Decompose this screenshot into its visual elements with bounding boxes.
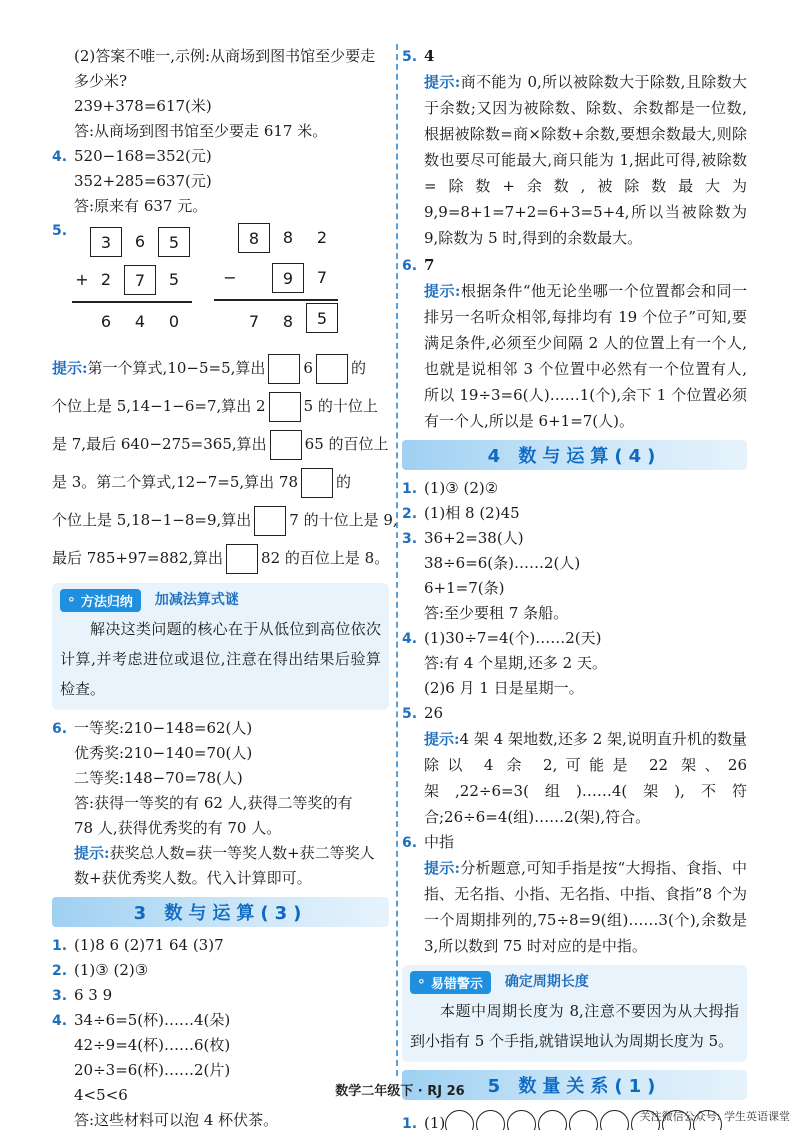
answer-circle: [600, 1110, 629, 1130]
answer-circle: [538, 1110, 567, 1130]
text-line: (1)30÷7=4(个)……2(天): [424, 629, 602, 647]
warning-text: 本题中周期长度为 8,注意不要因为从大拇指到小指有 5 个手指,就错误地认为周期长度为 5。: [410, 1002, 739, 1050]
hint-text: 4 架 4 架地数,还多 2 架,说明直升机的数量除以 4 余 2,可能是 22 架、26 架,22÷6=3(组)……4(架),不符合;26÷6=4(组)……2(架),符合。: [424, 730, 747, 826]
hint-text: 获奖总人数=获一等奖人数+获二等奖人数+获优秀奖人数。代入计算即可。: [74, 844, 375, 887]
filled-box-digit: 9: [272, 263, 304, 293]
answer: 4: [424, 47, 435, 65]
q5-hint: [52, 349, 398, 577]
text-line: 答:有 4 个星期,还多 2 天。: [424, 654, 607, 672]
section-title: 5 数量关系(1): [487, 1076, 662, 1097]
hint-text: 分析题意,可知手指是按“大拇指、食指、中指、无名指、小指、无名指、中指、食指”8 个为一个周期排列的,75÷8=9(组)……3(个),余数是 3,所以数到 75 时对应的是中指。: [424, 859, 747, 955]
question-number: 2.: [402, 506, 418, 522]
left-column: [52, 44, 398, 1130]
hint-text: 82 的百位上是 8。: [261, 549, 390, 567]
text-line: 42÷9=4(杯)……6(枚): [74, 1036, 231, 1054]
text-line: (2)6 月 1 日是星期一。: [424, 679, 584, 697]
text-line: (2)答案不唯一,示例:从商场到图书馆至少要走: [74, 47, 376, 65]
hint-text: 第一个算式,10−5=5,算出: [87, 359, 266, 377]
blank-box: [268, 354, 300, 384]
digit: 6: [100, 312, 112, 331]
text-line: 520−168=352(元): [74, 147, 212, 165]
text-line: 答:获得一等奖的有 62 人,获得二等奖的有: [74, 794, 353, 812]
question-number: 6.: [402, 258, 418, 274]
hint-text: 是 7,最后 640−275=365,算出: [52, 435, 267, 453]
hint-text: 的: [336, 473, 352, 491]
hint-label: 提示:: [424, 730, 460, 748]
text-line: (1)8 6 (2)71 64 (3)7: [74, 936, 224, 954]
calculation-puzzles: [52, 219, 389, 339]
section-title: 4 数与运算(4): [487, 446, 662, 467]
answer-circle: [507, 1110, 536, 1130]
method-tag: [60, 589, 141, 612]
q4: [52, 144, 389, 219]
watermark: [640, 1108, 790, 1124]
blank-box: [301, 468, 333, 498]
text-line: 34÷6=5(杯)……4(朵): [74, 1011, 231, 1029]
page-footer: [0, 1080, 800, 1099]
digit: 8: [282, 312, 294, 331]
sum-line: [72, 301, 192, 303]
filled-box-digit: 5: [306, 303, 338, 333]
blank-box: [316, 354, 348, 384]
hint-text: 的: [350, 359, 366, 377]
right-column: [402, 44, 747, 1130]
q5: [52, 219, 398, 577]
answer-circle: [569, 1110, 598, 1130]
digit: 0: [168, 312, 180, 331]
text-line: 多少米?: [74, 72, 128, 90]
hint-text: 7 的十位上是 9,: [289, 511, 398, 529]
digit: 7: [316, 268, 328, 287]
answer: 7: [424, 256, 435, 274]
q6-right: [402, 253, 747, 434]
answer: 中指: [424, 833, 455, 851]
digit: 5: [168, 270, 180, 289]
method-title: 加减法算式谜: [154, 592, 239, 608]
question-number: 1.: [402, 481, 418, 497]
text-line: 一等奖:210−148=62(人): [74, 719, 253, 737]
question-number: 2.: [52, 963, 68, 979]
section-banner-3: [52, 897, 389, 927]
hint-label: 提示:: [424, 859, 460, 877]
answer-circle: [476, 1110, 505, 1130]
q3-part2: [52, 44, 389, 144]
warning-box: [402, 965, 747, 1062]
hint-label: 提示:: [52, 359, 88, 377]
tag-label: 方法归纳: [80, 595, 133, 610]
text-line: 78 人,获得优秀奖的有 70 人。: [74, 819, 282, 837]
answer-circle: [445, 1110, 474, 1130]
filled-box-digit: 7: [124, 265, 156, 295]
digit: 6: [134, 232, 146, 251]
question-number: 1.: [52, 938, 68, 954]
question-number: 4.: [52, 1013, 68, 1029]
text-line: 36+2=38(人): [424, 529, 524, 547]
question-number: 3.: [402, 531, 418, 547]
hint-text: 商不能为 0,所以被除数大于除数,且除数大于余数;又因为被除数、除数、余数都是一位数,根据被除数=商×除数+余数,要想余数最大,则除数也要尽可能最大,商只能为 1,据此可得,被除数=除数+余数,被除数最大为 9,9=8+1=7+2=6+3=5+4,所以当被除数为 9,除数为 5 时,得到的余数最大。: [424, 73, 747, 247]
hint-label: 提示:: [424, 73, 461, 91]
column-divider: [396, 44, 398, 1076]
question-number: 6.: [402, 835, 418, 851]
text-line: (1)③ (2)③: [74, 961, 149, 979]
tag-label: 易错警示: [430, 977, 483, 992]
method-summary-box: [52, 583, 389, 710]
lightbulb-icon: ⚬: [66, 593, 77, 608]
text-line: 答:至少要租 7 条船。: [424, 604, 569, 622]
hint-label: 提示:: [424, 282, 461, 300]
filled-box-digit: 3: [90, 227, 122, 257]
text-line: 答:从商场到图书馆至少要走 617 米。: [74, 122, 328, 140]
hint-text: 根据条件“他无论坐哪一个位置都会和同一排另一名听众相邻,每排均有 19 个位子”可知,要满足条件,必须至少间隔 2 人的位置上有一个人,也就是说相邻 3 个位置中必然有一个位置有人,所以 19÷3=6(人)……1(个),余下 1 个位置必须有一个人,所以是 6+1=7(人)。: [424, 282, 748, 430]
question-number: 5.: [52, 223, 68, 239]
text-line: 26: [424, 704, 444, 722]
part-label: (1): [424, 1114, 446, 1130]
hint-text: 6: [303, 359, 313, 377]
lightbulb-icon: ⚬: [416, 975, 427, 990]
text-line: 4<5<6: [74, 1086, 128, 1104]
hint-text: 5 的十位上: [303, 397, 378, 415]
question-number: 6.: [52, 721, 68, 737]
digit: 8: [282, 228, 294, 247]
footer-text: 数学二年级下 · RJ 26: [335, 1084, 465, 1099]
question-number: 4.: [52, 149, 68, 165]
text-line: 答:原来有 637 元。: [74, 197, 208, 215]
digit: 2: [316, 228, 328, 247]
text-line: 二等奖:148−70=78(人): [74, 769, 243, 787]
digit: 2: [100, 270, 112, 289]
q6: [52, 716, 389, 891]
warning-tag: [410, 971, 491, 994]
hint-text: 个位上是 5,18−1−8=9,算出: [52, 511, 252, 529]
digit: 7: [248, 312, 260, 331]
blank-box: [269, 392, 301, 422]
hint-text: 个位上是 5,14−1−6=7,算出 2: [52, 397, 266, 415]
text-line: (1)③ (2)②: [424, 479, 499, 497]
hint-text: 65 的百位上: [304, 435, 389, 453]
hint-text: 是 3。第二个算式,12−7=5,算出 78: [52, 473, 299, 491]
blank-box: [270, 430, 302, 460]
text-line: 239+378=617(米): [74, 97, 212, 115]
text-line: 优秀奖:210−140=70(人): [74, 744, 253, 762]
question-number: 1.: [402, 1116, 418, 1130]
section-4-answers: [402, 476, 747, 959]
section-3-answers: [52, 933, 389, 1130]
text-line: 答:这些材料可以泡 4 杯伏茶。: [74, 1111, 279, 1129]
question-number: 5.: [402, 49, 418, 65]
question-number: 5.: [402, 706, 418, 722]
plus-sign: +: [75, 270, 89, 289]
q5-right: [402, 44, 747, 251]
hint-label: 提示:: [74, 844, 110, 862]
hint-text: 最后 785+97=882,算出: [52, 549, 224, 567]
watermark-text: 关注微信公众号: 学生英语课堂: [639, 1110, 790, 1123]
minus-sign: −: [223, 268, 237, 287]
text-line: (1)相 8 (2)45: [424, 504, 520, 522]
text-line: 6 3 9: [74, 986, 113, 1004]
section-banner-4: [402, 440, 747, 470]
text-line: 20÷3=6(杯)……2(片): [74, 1061, 231, 1079]
question-number: 3.: [52, 988, 68, 1004]
blank-box: [254, 506, 286, 536]
filled-box-digit: 5: [158, 227, 190, 257]
blank-box: [226, 544, 258, 574]
filled-box-digit: 8: [238, 223, 270, 253]
section-title: 3 数与运算(3): [133, 903, 308, 924]
method-text: 解决这类问题的核心在于从低位到高位依次计算,并考虑进位或退位,注意在得出结果后验算检查。: [60, 620, 381, 698]
text-line: 352+285=637(元): [74, 172, 212, 190]
difference-line: [214, 299, 338, 301]
digit: 4: [134, 312, 146, 331]
question-number: 4.: [402, 631, 418, 647]
warning-title: 确定周期长度: [504, 974, 589, 990]
text-line: 38÷6=6(条)……2(人): [424, 554, 581, 572]
text-line: 6+1=7(条): [424, 579, 505, 597]
